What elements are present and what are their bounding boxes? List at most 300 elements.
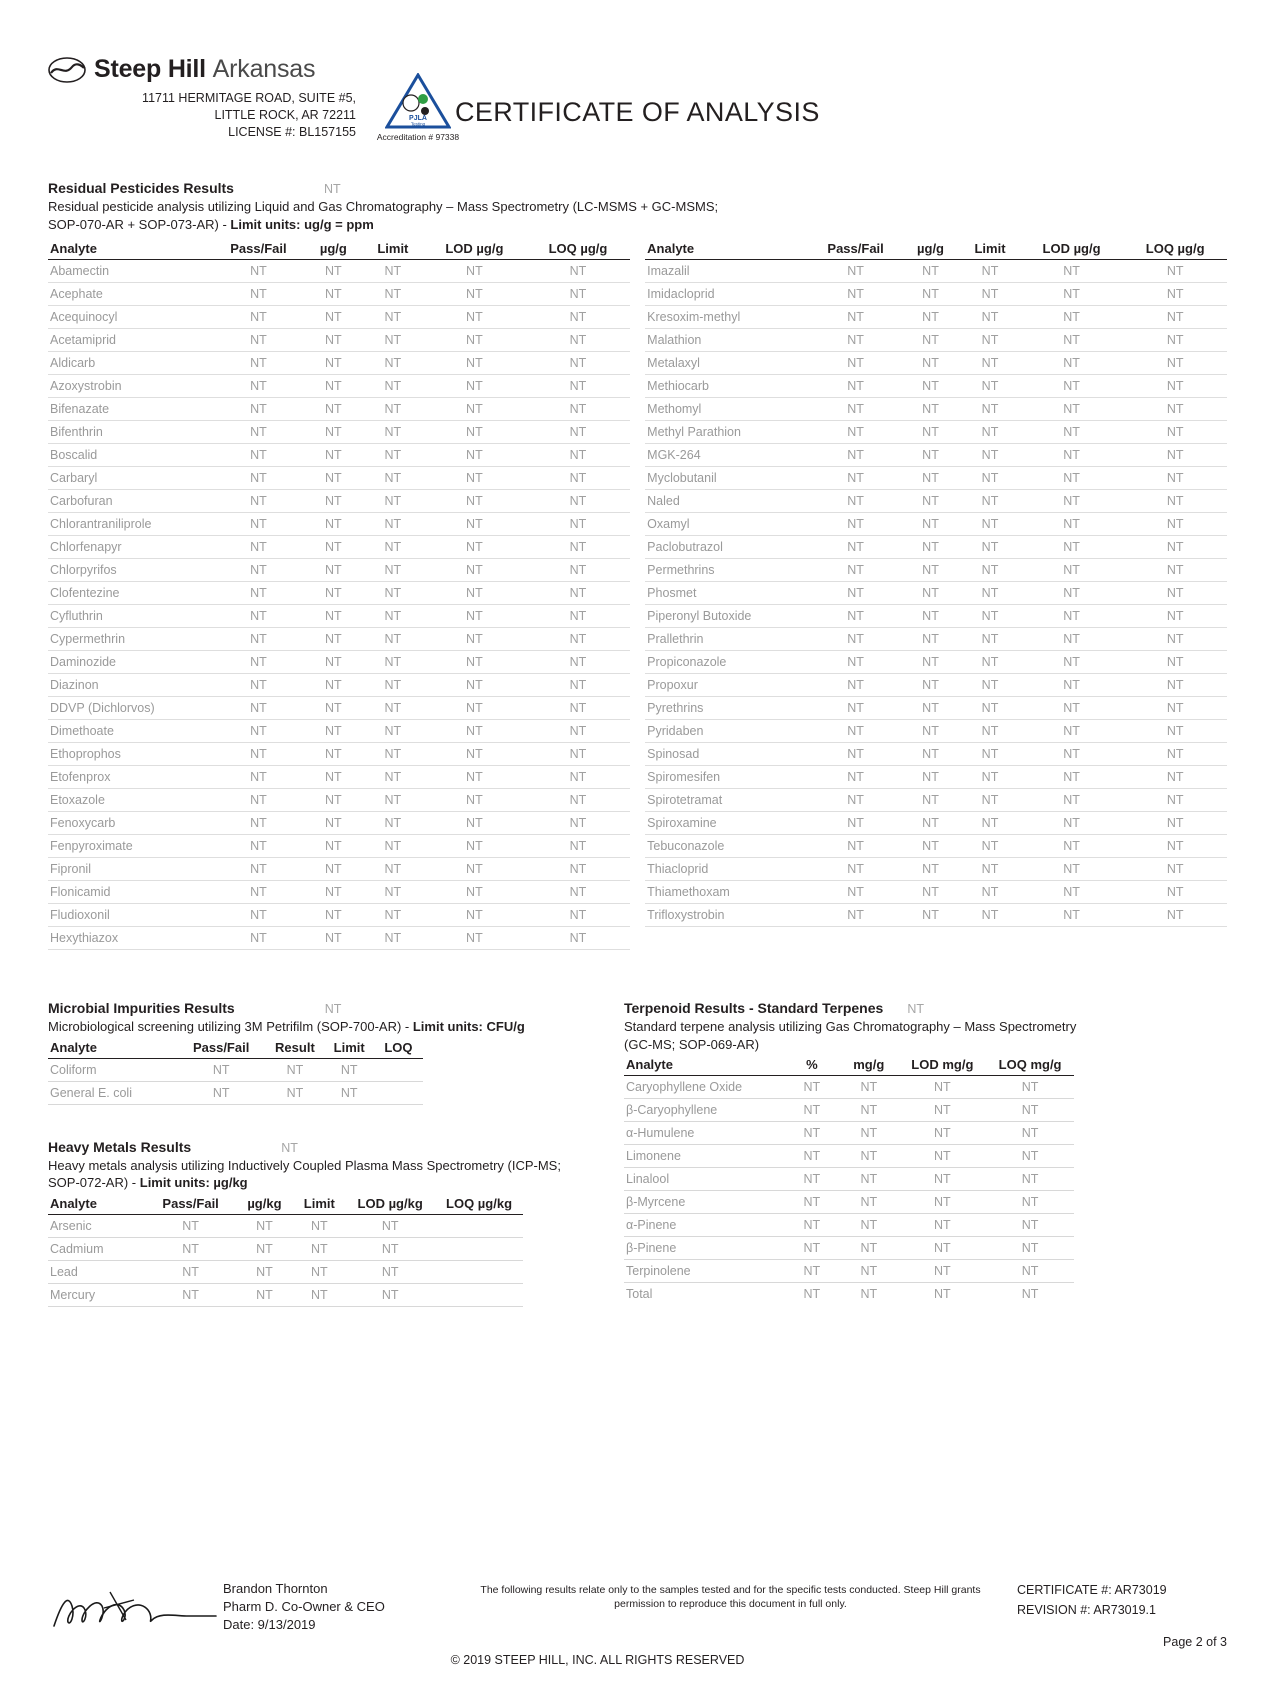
pesticides-status-badge: NT <box>323 182 341 196</box>
cell-analyte-left: Cyfluthrin <box>48 605 213 628</box>
table-row <box>48 513 1227 536</box>
terpenes-table <box>624 1053 1074 1305</box>
table-row <box>624 1168 1074 1191</box>
cell-ugg-left: NT <box>304 398 364 421</box>
cell-analyte: Terpinolene <box>624 1260 785 1283</box>
cell-loq <box>374 1081 423 1104</box>
cell-loq: NT <box>986 1122 1074 1145</box>
cell-percent: NT <box>785 1237 839 1260</box>
cell-passfail-right: NT <box>810 306 900 329</box>
cell-loq-right: NT <box>1123 260 1227 283</box>
cell-loq-left: NT <box>526 605 630 628</box>
cell-limit-left: NT <box>363 352 423 375</box>
table-row <box>48 536 1227 559</box>
cell-ugg-left: NT <box>304 536 364 559</box>
cell-mgg: NT <box>839 1237 898 1260</box>
cell-ugg-left: NT <box>304 674 364 697</box>
col-limit-left: Limit <box>363 237 423 260</box>
heavy-metals-desc-text: Heavy metals analysis utilizing Inductively Coupled Plasma Mass Spectrometry (ICP-MS; SOP-072-AR) - <box>48 1157 561 1190</box>
table-row <box>624 1283 1074 1306</box>
terpenes-header-row <box>624 1053 1074 1076</box>
cell-loq-left: NT <box>526 582 630 605</box>
cell-ugg-right: NT <box>901 881 961 904</box>
cell-limit-right: NT <box>960 789 1020 812</box>
cell-lod: NT <box>898 1237 986 1260</box>
cell-loq-right: NT <box>1123 628 1227 651</box>
heavy-metals-table <box>48 1192 523 1307</box>
cell-analyte: α-Humulene <box>624 1122 785 1145</box>
cell-lod-right: NT <box>1020 904 1124 927</box>
cell-ugg-left: NT <box>304 306 364 329</box>
signer-date: Date: 9/13/2019 <box>223 1617 316 1632</box>
cell-lod-right: NT <box>1020 674 1124 697</box>
metals-col-analyte: Analyte <box>48 1192 146 1215</box>
cell-limit-right: NT <box>960 651 1020 674</box>
cell-ugg-right: NT <box>901 812 961 835</box>
cell-lod-right <box>1020 927 1124 950</box>
cell-loq-right: NT <box>1123 421 1227 444</box>
cell-ugg-left: NT <box>304 559 364 582</box>
cell-loq-left: NT <box>526 858 630 881</box>
cell-lod: NT <box>898 1214 986 1237</box>
heavy-metals-title: Heavy Metals Results <box>48 1138 192 1155</box>
table-row <box>48 490 1227 513</box>
cell-ugg-left: NT <box>304 743 364 766</box>
cell-loq-left: NT <box>526 789 630 812</box>
cell-passfail-right: NT <box>810 513 900 536</box>
cell-ugg-left: NT <box>304 720 364 743</box>
cell-passfail-left: NT <box>213 904 303 927</box>
cell-limit-left: NT <box>363 490 423 513</box>
cell-lod-left: NT <box>423 559 527 582</box>
cell-analyte-left: Azoxystrobin <box>48 375 213 398</box>
cell-passfail-right: NT <box>810 743 900 766</box>
cell-percent: NT <box>785 1122 839 1145</box>
cell-analyte-right: Propiconazole <box>645 651 810 674</box>
cell-ugg-left: NT <box>304 421 364 444</box>
table-row <box>48 858 1227 881</box>
table-row <box>48 789 1227 812</box>
cell-lod: NT <box>898 1191 986 1214</box>
cell-analyte-left: Fipronil <box>48 858 213 881</box>
cell-passfail-right: NT <box>810 329 900 352</box>
cell-loq-left: NT <box>526 306 630 329</box>
cell-loq-left: NT <box>526 467 630 490</box>
cell-limit-left: NT <box>363 789 423 812</box>
column-gap <box>630 789 645 812</box>
column-gap <box>630 697 645 720</box>
cell-limit-left: NT <box>363 283 423 306</box>
table-row <box>48 835 1227 858</box>
cell-ugg-right: NT <box>901 789 961 812</box>
terp-col-percent: % <box>785 1053 839 1076</box>
cell-passfail-right: NT <box>810 398 900 421</box>
table-row <box>624 1214 1074 1237</box>
cell-ugg-right: NT <box>901 467 961 490</box>
cell-ugg-left: NT <box>304 352 364 375</box>
cell-passfail: NT <box>146 1214 236 1237</box>
cell-ugg-left: NT <box>304 329 364 352</box>
cell-loq-right: NT <box>1123 812 1227 835</box>
cell-limit-right: NT <box>960 582 1020 605</box>
col-analyte-left: Analyte <box>48 237 213 260</box>
cell-analyte-right: Phosmet <box>645 582 810 605</box>
col-lod-right: LOD µg/g <box>1020 237 1124 260</box>
cell-lod-right: NT <box>1020 789 1124 812</box>
cell-loq: NT <box>986 1283 1074 1306</box>
cell-analyte-right: Permethrins <box>645 559 810 582</box>
cell-lod-right: NT <box>1020 352 1124 375</box>
cell-lod-left: NT <box>423 858 527 881</box>
cell-analyte-left: Clofentezine <box>48 582 213 605</box>
cell-ugg-right: NT <box>901 352 961 375</box>
cell-analyte-right: Trifloxystrobin <box>645 904 810 927</box>
cell-analyte-right: Spiromesifen <box>645 766 810 789</box>
cell-limit-right: NT <box>960 306 1020 329</box>
cell-loq-left: NT <box>526 260 630 283</box>
cell-ugg-right: NT <box>901 743 961 766</box>
cell-passfail-left: NT <box>213 927 303 950</box>
cell-analyte-left: Etoxazole <box>48 789 213 812</box>
license-line: LICENSE #: BL157155 <box>228 125 356 139</box>
cell-loq: NT <box>986 1168 1074 1191</box>
cell-percent: NT <box>785 1260 839 1283</box>
cell-ugg-left: NT <box>304 858 364 881</box>
cell-limit-left: NT <box>363 582 423 605</box>
table-row <box>48 651 1227 674</box>
cell-passfail-right: NT <box>810 536 900 559</box>
cell-passfail-left: NT <box>213 467 303 490</box>
cell-ugg-left: NT <box>304 283 364 306</box>
cell-analyte-left: Dimethoate <box>48 720 213 743</box>
cell-lod-right: NT <box>1020 651 1124 674</box>
cell-loq: NT <box>986 1145 1074 1168</box>
cell-lod-left: NT <box>423 375 527 398</box>
cell-passfail-right: NT <box>810 352 900 375</box>
table-row <box>624 1099 1074 1122</box>
col-analyte-right: Analyte <box>645 237 810 260</box>
cell-loq <box>435 1214 523 1237</box>
cell-lod-right: NT <box>1020 559 1124 582</box>
cell-ugg-left: NT <box>304 444 364 467</box>
cell-limit-right: NT <box>960 605 1020 628</box>
cell-ugkg: NT <box>236 1237 294 1260</box>
cell-loq-right: NT <box>1123 375 1227 398</box>
cell-limit-right: NT <box>960 812 1020 835</box>
cell-loq-right: NT <box>1123 582 1227 605</box>
cell-lod-left: NT <box>423 605 527 628</box>
cell-analyte-left: Ethoprophos <box>48 743 213 766</box>
cell-ugg-right: NT <box>901 605 961 628</box>
cell-percent: NT <box>785 1099 839 1122</box>
disclaimer-text: The following results relate only to the samples tested and for the specific tests conducted. Steep Hill grants permission to reproduce this document in full only. <box>480 1584 981 1610</box>
cell-limit-right: NT <box>960 628 1020 651</box>
cell-limit-left: NT <box>363 444 423 467</box>
cell-lod-left: NT <box>423 329 527 352</box>
cell-ugg-right: NT <box>901 697 961 720</box>
cell-limit-left: NT <box>363 513 423 536</box>
cell-loq-right: NT <box>1123 490 1227 513</box>
cell-lod-right: NT <box>1020 306 1124 329</box>
cell-ugg-right: NT <box>901 858 961 881</box>
cell-loq-left: NT <box>526 490 630 513</box>
table-row <box>624 1260 1074 1283</box>
cell-passfail-left: NT <box>213 260 303 283</box>
cell-analyte-right: Tebuconazole <box>645 835 810 858</box>
cell-percent: NT <box>785 1283 839 1306</box>
cell-passfail-right: NT <box>810 697 900 720</box>
cell-ugg-right: NT <box>901 628 961 651</box>
cell-ugg-left: NT <box>304 835 364 858</box>
cell-loq-right: NT <box>1123 835 1227 858</box>
column-gap <box>630 283 645 306</box>
col-ugg-right: µg/g <box>901 237 961 260</box>
address-line-2: LITTLE ROCK, AR 72211 <box>214 108 356 122</box>
cell-mgg: NT <box>839 1214 898 1237</box>
revision-number: REVISION #: AR73019.1 <box>1017 1603 1156 1617</box>
cell-lod: NT <box>898 1099 986 1122</box>
cell-limit-left: NT <box>363 674 423 697</box>
cell-passfail-right: NT <box>810 582 900 605</box>
cell-analyte: General E. coli <box>48 1081 177 1104</box>
column-gap <box>630 720 645 743</box>
table-row <box>48 352 1227 375</box>
cell-lod: NT <box>345 1283 435 1306</box>
table-row <box>624 1237 1074 1260</box>
cell-lod-right: NT <box>1020 858 1124 881</box>
cell-lod: NT <box>345 1260 435 1283</box>
cell-loq-left: NT <box>526 743 630 766</box>
cell-passfail-left: NT <box>213 421 303 444</box>
cell-passfail: NT <box>177 1058 265 1081</box>
cell-loq-left: NT <box>526 766 630 789</box>
cell-lod-right: NT <box>1020 743 1124 766</box>
cell-analyte-left: Chlorfenapyr <box>48 536 213 559</box>
cell-passfail-left: NT <box>213 398 303 421</box>
cell-analyte-right: Metalaxyl <box>645 352 810 375</box>
cell-ugg-right: NT <box>901 490 961 513</box>
column-gap <box>630 398 645 421</box>
cell-lod-left: NT <box>423 398 527 421</box>
table-row <box>48 260 1227 283</box>
terp-col-lod: LOD mg/g <box>898 1053 986 1076</box>
cell-limit-left: NT <box>363 559 423 582</box>
cell-ugg-right: NT <box>901 904 961 927</box>
column-gap <box>630 352 645 375</box>
table-row <box>48 766 1227 789</box>
cell-mgg: NT <box>839 1099 898 1122</box>
cell-passfail-left: NT <box>213 375 303 398</box>
cell-lod-right: NT <box>1020 835 1124 858</box>
cell-ugg-left: NT <box>304 628 364 651</box>
cell-limit-right: NT <box>960 329 1020 352</box>
cell-analyte: Mercury <box>48 1283 146 1306</box>
cell-ugg-left: NT <box>304 605 364 628</box>
cell-loq-left: NT <box>526 283 630 306</box>
cell-lod-right: NT <box>1020 490 1124 513</box>
right-column <box>624 1000 1094 1307</box>
cell-analyte-right: Imazalil <box>645 260 810 283</box>
column-gap <box>630 444 645 467</box>
table-row <box>48 398 1227 421</box>
cell-ugg-right: NT <box>901 375 961 398</box>
microbial-header-row <box>48 1036 423 1059</box>
cell-ugg-left: NT <box>304 766 364 789</box>
cell-mgg: NT <box>839 1260 898 1283</box>
cell-lod-right: NT <box>1020 720 1124 743</box>
signer-title: Pharm D. Co-Owner & CEO <box>223 1599 385 1614</box>
column-gap <box>630 306 645 329</box>
cell-analyte-right: Oxamyl <box>645 513 810 536</box>
table-row <box>624 1191 1074 1214</box>
cell-loq-left: NT <box>526 536 630 559</box>
page-number: Page 2 of 3 <box>1163 1635 1227 1649</box>
cell-ugg-right: NT <box>901 398 961 421</box>
cell-passfail-right: NT <box>810 674 900 697</box>
cell-passfail-right: NT <box>810 858 900 881</box>
cell-loq-left: NT <box>526 674 630 697</box>
cell-passfail-left: NT <box>213 858 303 881</box>
cell-limit-right: NT <box>960 835 1020 858</box>
cell-loq-left: NT <box>526 559 630 582</box>
microbial-description <box>48 1018 588 1036</box>
cell-ugg-right: NT <box>901 513 961 536</box>
cell-passfail-left: NT <box>213 352 303 375</box>
table-row <box>48 444 1227 467</box>
cell-ugg-right: NT <box>901 651 961 674</box>
cell-lod-left: NT <box>423 306 527 329</box>
cell-loq-left: NT <box>526 421 630 444</box>
table-row <box>48 329 1227 352</box>
table-row <box>48 697 1227 720</box>
cell-analyte-right <box>645 927 810 950</box>
cell-passfail-left: NT <box>213 329 303 352</box>
cell-ugg-left: NT <box>304 812 364 835</box>
cell-ugg-right: NT <box>901 835 961 858</box>
cell-limit-right: NT <box>960 421 1020 444</box>
cell-loq <box>374 1058 423 1081</box>
cell-lod-left: NT <box>423 283 527 306</box>
cell-loq-left: NT <box>526 628 630 651</box>
heavy-metals-limit-units: Limit units: µg/kg <box>139 1175 248 1190</box>
cell-percent: NT <box>785 1168 839 1191</box>
column-gap <box>630 375 645 398</box>
cell-lod-left: NT <box>423 467 527 490</box>
cell-limit-left: NT <box>363 720 423 743</box>
cell-loq-left: NT <box>526 329 630 352</box>
micro-col-analyte: Analyte <box>48 1036 177 1059</box>
cell-ugg-right: NT <box>901 766 961 789</box>
cell-analyte-right: Imidacloprid <box>645 283 810 306</box>
cell-ugg-right: NT <box>901 329 961 352</box>
cell-limit: NT <box>325 1081 374 1104</box>
micro-col-result: Result <box>265 1036 324 1059</box>
cell-loq <box>435 1237 523 1260</box>
cell-loq-right: NT <box>1123 674 1227 697</box>
cell-analyte-right: Thiamethoxam <box>645 881 810 904</box>
column-gap <box>630 628 645 651</box>
cell-analyte-left: Hexythiazox <box>48 927 213 950</box>
document-footer <box>0 1580 1275 1667</box>
cell-lod-left: NT <box>423 421 527 444</box>
micro-col-passfail: Pass/Fail <box>177 1036 265 1059</box>
column-gap <box>630 881 645 904</box>
table-row <box>624 1145 1074 1168</box>
cell-percent: NT <box>785 1191 839 1214</box>
cell-loq: NT <box>986 1214 1074 1237</box>
column-gap <box>630 858 645 881</box>
column-gap <box>630 743 645 766</box>
cell-lod-left: NT <box>423 582 527 605</box>
cell-ugg-left: NT <box>304 927 364 950</box>
cell-analyte-right: Prallethrin <box>645 628 810 651</box>
table-row <box>48 743 1227 766</box>
cell-analyte-left: Etofenprox <box>48 766 213 789</box>
table-row <box>48 927 1227 950</box>
cell-passfail-left: NT <box>213 513 303 536</box>
copyright-text: © 2019 STEEP HILL, INC. ALL RIGHTS RESERVED <box>450 1653 745 1667</box>
metals-col-loq: LOQ µg/kg <box>435 1192 523 1215</box>
cell-limit-left: NT <box>363 260 423 283</box>
cell-limit-left: NT <box>363 398 423 421</box>
cell-lod-right: NT <box>1020 582 1124 605</box>
cell-lod: NT <box>898 1168 986 1191</box>
column-gap <box>630 904 645 927</box>
microbial-section <box>48 1000 588 1105</box>
cell-ugg-left: NT <box>304 651 364 674</box>
cell-lod-right: NT <box>1020 628 1124 651</box>
pesticides-header-row <box>48 237 1227 260</box>
column-gap <box>630 329 645 352</box>
cell-lod-right: NT <box>1020 881 1124 904</box>
cell-ugg-left: NT <box>304 467 364 490</box>
column-gap <box>630 536 645 559</box>
microbial-status-badge: NT <box>324 1002 342 1016</box>
cell-loq-left: NT <box>526 444 630 467</box>
accreditation-block <box>372 73 464 142</box>
column-gap <box>630 927 645 950</box>
cell-passfail: NT <box>146 1260 236 1283</box>
cell-passfail-right: NT <box>810 812 900 835</box>
cell-limit-left: NT <box>363 881 423 904</box>
svg-text:Testing: Testing <box>410 121 426 127</box>
cell-analyte-right: Spinosad <box>645 743 810 766</box>
cell-passfail-left: NT <box>213 283 303 306</box>
cell-analyte-left: Acetamiprid <box>48 329 213 352</box>
table-row <box>48 559 1227 582</box>
cell-lod-right: NT <box>1020 329 1124 352</box>
cell-lod-left: NT <box>423 490 527 513</box>
document-header <box>0 55 1275 180</box>
cell-loq-right: NT <box>1123 536 1227 559</box>
cell-mgg: NT <box>839 1283 898 1306</box>
cell-passfail-right: NT <box>810 789 900 812</box>
cell-limit-left: NT <box>363 421 423 444</box>
cell-ugg-right: NT <box>901 674 961 697</box>
cell-lod: NT <box>345 1214 435 1237</box>
cell-loq-right: NT <box>1123 467 1227 490</box>
cell-loq-right: NT <box>1123 789 1227 812</box>
cell-mgg: NT <box>839 1076 898 1099</box>
cell-limit-right: NT <box>960 490 1020 513</box>
cell-lod-left: NT <box>423 720 527 743</box>
cell-passfail-right: NT <box>810 467 900 490</box>
cell-loq-right: NT <box>1123 720 1227 743</box>
cell-passfail-left: NT <box>213 720 303 743</box>
cell-lod-left: NT <box>423 628 527 651</box>
cell-ugg-right: NT <box>901 559 961 582</box>
cell-limit-right: NT <box>960 444 1020 467</box>
